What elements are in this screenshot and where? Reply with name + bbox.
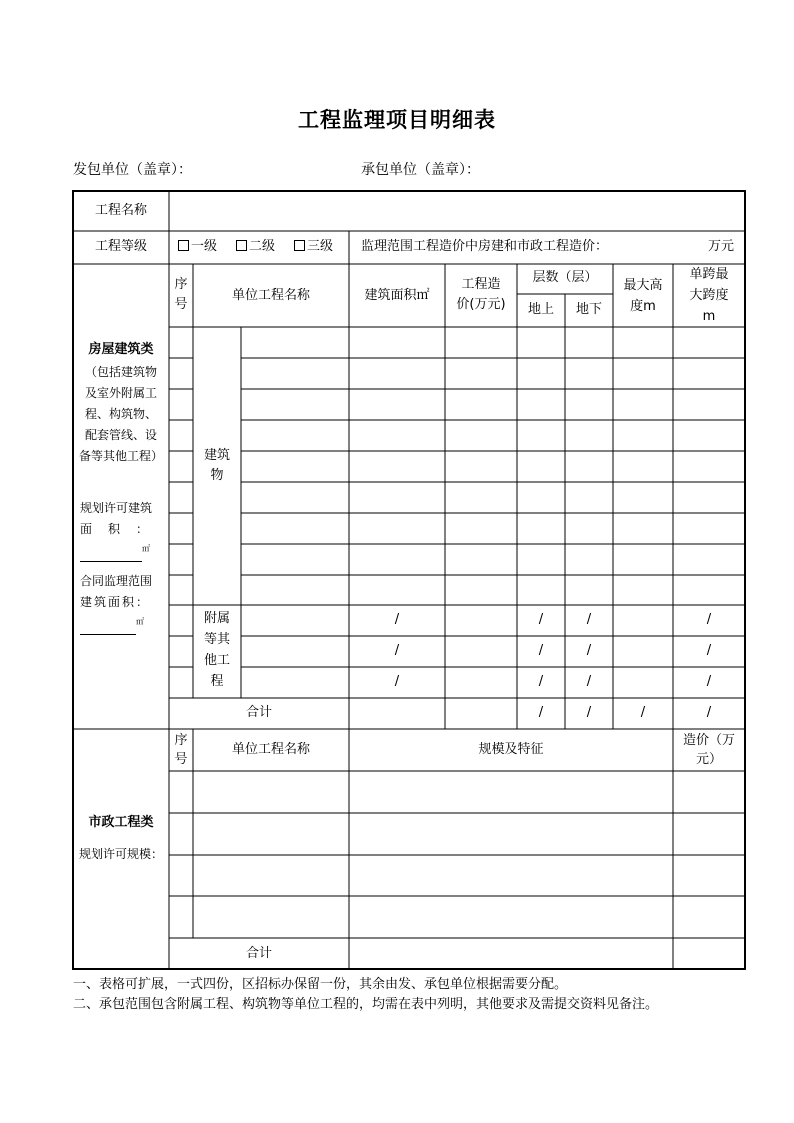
slash-mark: /: [586, 705, 592, 720]
checkbox-icon[interactable]: [294, 240, 305, 251]
header-below: 地下: [575, 302, 602, 317]
cost-label: 监理范围工程造价中房建和市政工程造价：: [361, 239, 609, 254]
building-desc-line: 备等其他工程）: [78, 449, 163, 463]
municipal-permit-label: 规划许可规模：: [78, 847, 163, 861]
header-span: m: [702, 309, 716, 324]
header-height: 最大高: [623, 278, 663, 293]
group-other: 等其: [203, 632, 230, 647]
header-cost: 工程造: [461, 277, 501, 292]
slash-mark: /: [706, 674, 712, 689]
building-heading: 房屋建筑类: [88, 342, 154, 357]
contract-area-field[interactable]: ㎡: [80, 612, 144, 635]
slash-mark: /: [586, 674, 592, 689]
grade-option-1[interactable]: 一级: [178, 237, 217, 257]
contractor-label: 承包单位（盖章）：: [361, 162, 480, 178]
header-seq: 号: [174, 752, 188, 767]
header-unit-name: 单位工程名称: [231, 288, 310, 303]
building-desc-line: 程、构筑物、: [84, 407, 157, 421]
group-other: 附属: [203, 611, 230, 626]
slash-mark: /: [538, 643, 544, 658]
grade-option-2[interactable]: 二级: [236, 237, 275, 257]
header-floors: 层数（层）: [532, 270, 598, 285]
page-title: 工程监理项目明细表: [298, 107, 496, 132]
slash-mark: /: [706, 705, 712, 720]
group-building: 物: [210, 468, 224, 483]
slash-mark: /: [706, 643, 712, 658]
header-seq: 号: [174, 297, 188, 312]
building-total-label: 合计: [245, 705, 272, 720]
header-cost: 造价（万: [682, 733, 735, 748]
project-name-input[interactable]: [172, 194, 742, 229]
building-desc-line: 及室外附属工: [84, 386, 157, 400]
grade-label: 工程等级: [94, 239, 147, 254]
group-other: 他工: [203, 653, 230, 668]
slash-mark: /: [394, 643, 400, 658]
header-area: 建筑面积㎡: [364, 288, 430, 303]
group-building: 建筑: [203, 448, 230, 463]
grade-option-3[interactable]: 三级: [294, 237, 333, 257]
slash-mark: /: [586, 612, 592, 627]
permit-area-field[interactable]: ㎡: [80, 539, 150, 562]
building-desc-line: （包括建筑物: [84, 365, 157, 379]
header-seq: 序: [174, 277, 188, 292]
slash-mark: /: [538, 674, 544, 689]
slash-mark: /: [538, 612, 544, 627]
permit-area-label: 规划许可建筑: [80, 501, 153, 515]
note-line: 一、表格可扩展，一式四份，区招标办保留一份，其余由发、承包单位根据需要分配。: [73, 977, 568, 992]
issuer-label: 发包单位（盖章）：: [73, 162, 192, 178]
header-scale: 规模及特征: [478, 742, 544, 757]
building-desc-line: 配套管线、设: [84, 428, 157, 442]
slash-mark: /: [586, 643, 592, 658]
checkbox-icon[interactable]: [178, 240, 189, 251]
header-height: 度m: [630, 299, 656, 314]
slash-mark: /: [706, 612, 712, 627]
slash-mark: /: [640, 705, 646, 720]
cost-unit: 万元: [707, 239, 734, 254]
project-name-label: 工程名称: [94, 203, 147, 218]
header-span: 大跨度: [689, 288, 729, 303]
header-cost: 元）: [695, 752, 722, 767]
checkbox-icon[interactable]: [236, 240, 247, 251]
slash-mark: /: [538, 705, 544, 720]
header-cost: 价(万元): [456, 297, 506, 312]
slash-mark: /: [394, 674, 400, 689]
note-line: 二、承包范围包含附属工程、构筑物等单位工程的，均需在表中列明，其他要求及需提交资料见备注。: [73, 997, 659, 1012]
header-above: 地上: [527, 302, 554, 317]
contract-area-label: 合同监理范围: [80, 574, 153, 588]
header-span: 单跨最: [689, 267, 729, 282]
slash-mark: /: [394, 612, 400, 627]
group-other: 程: [210, 674, 224, 689]
header-unit-name: 单位工程名称: [231, 742, 310, 757]
municipal-total-label: 合计: [245, 946, 272, 961]
municipal-heading: 市政工程类: [88, 815, 154, 830]
header-seq: 序: [174, 733, 188, 748]
contract-area-label-2: 建筑面积：: [80, 595, 151, 609]
permit-area-label-2: 面 积 ：: [80, 522, 151, 536]
